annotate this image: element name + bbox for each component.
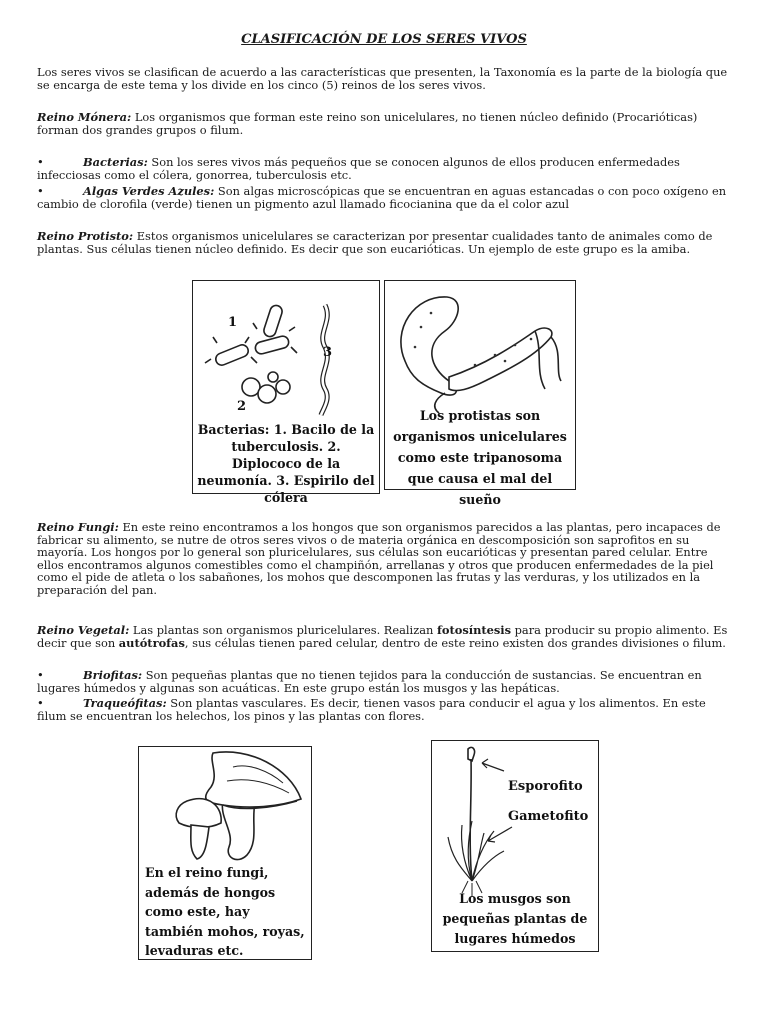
bullet-dot: • [37, 184, 44, 198]
monera-paragraph [37, 111, 729, 136]
algas-term: Algas Verdes Azules: [83, 184, 215, 198]
protisto-paragraph [37, 230, 729, 255]
vegetal-text-b: para producir su propio alimento. Es decir que son [37, 623, 728, 650]
bacteria-label-2: 2 [237, 399, 247, 414]
fungi-caption: En el reino fungi, además de hongos como este, hay también mohos, royas, levaduras etc. [145, 865, 305, 958]
protisto-term: Reino Protisto: [37, 229, 134, 243]
fungi-paragraph [37, 521, 729, 597]
bacteria-label-3: 3 [323, 345, 333, 360]
traqueofitas-term: Traqueófitas: [83, 696, 167, 710]
traqueofitas-text: Son plantas vasculares. Es decir, tienen vasos para conducir el agua y los alimentos. En este filum se encuentran los helechos, los pinos y las plantas con flores. [37, 696, 706, 723]
bullet-dot: • [37, 696, 44, 710]
fungi-figure [138, 746, 312, 960]
bacteria-figure [192, 280, 380, 505]
vegetal-paragraph [37, 624, 729, 649]
vegetal-strong-autotrofas: autótrofas [118, 635, 185, 650]
bacteria-label-1: 1 [228, 315, 238, 330]
fungi-term: Reino Fungi: [37, 520, 119, 534]
bacterias-term: Bacterias: [83, 155, 148, 169]
protist-caption: Los protistas son organismos unicelulares como este tripanosoma que causa el mal del sueño [393, 408, 567, 507]
briofitas-text: Son pequeñas plantas que no tienen tejidos para la conducción de sustancias. Se encuentran en lugares húmedos y algunas son acuáticas. En este grupo están los musgos y las hepáticas. [37, 668, 702, 695]
fungi-text: En este reino encontramos a los hongos que son organismos parecidos a las plantas, pero incapaces de fabricar su alimento, se nutre de otros seres vivos o de materia orgánica en descomposición son saprofitos en su mayoría. Los hongos por lo general son pluricelulares, sus células son eucarióticas y presentan pared celular. Entre ellos encontramos algunos comestibles como el champiñón, arrellanas y otros que producen enfermedades de la piel como el pide de atleta o los sabañones, los mohos que descomponen las frutas y las verduras, y los utilizados en la preparación del pan. [37, 520, 721, 597]
moss-caption: Los musgos son pequeñas plantas de lugares húmedos [442, 891, 588, 946]
bullet-briofitas [37, 669, 729, 694]
intro-paragraph: Los seres vivos se clasifican de acuerdo a las características que presenten, la Taxonomía es la parte de la biología que se encarga de este tema y los divide en los cinco (5) reinos de los seres vivos. [37, 65, 728, 92]
bullet-algas [37, 185, 729, 210]
vegetal-text-a: Las plantas son organismos pluricelulares. Realizan [129, 623, 437, 637]
protist-figure [384, 280, 576, 507]
bacterias-text: Son los seres vivos más pequeños que se conocen algunos de ellos producen enfermedades infecciosas como el cólera, gonorrea, tuberculosis etc. [37, 155, 680, 182]
vegetal-strong-fotosintesis: fotosíntesis [436, 623, 512, 637]
vegetal-term: Reino Vegetal: [37, 623, 130, 637]
protisto-text: Estos organismos unicelulares se caracterizan por presentar cualidades tanto de animales como de plantas. Sus células tienen núcleo definido. Es decir que son eucarióticas. Un ejemplo de este grupo es la amiba. [37, 229, 713, 256]
bacteria-caption: Bacterias: 1. Bacilo de la tuberculosis. 2. Diplococo de la neumonía. 3. Espirilo del cólera [197, 422, 375, 505]
moss-label-gametofito: Gametofito [508, 809, 589, 824]
moss-label-esporofito: Esporofito [508, 779, 583, 794]
algas-text: Son algas microscópicas que se encuentran en aguas estancadas o con poco oxígeno en cambio de clorofila (verde) tienen un pigmento azul llamado ficocianina que da el color azul [37, 184, 727, 211]
vegetal-text-c: , sus células tienen pared celular, dentro de este reino existen dos grandes divisiones o filum. [184, 635, 726, 650]
bullet-bacterias [37, 156, 729, 181]
bullet-dot: • [37, 155, 44, 169]
moss-figure [431, 740, 599, 952]
monera-text: Los organismos que forman este reino son unicelulares, no tienen núcleo definido (Procarióticas) forman dos grandes grupos o filum. [37, 110, 698, 137]
bullet-traqueofitas [37, 697, 729, 722]
bullet-dot: • [37, 668, 44, 682]
page-title: CLASIFICACIÓN DE LOS SERES VIVOS [241, 32, 527, 47]
monera-term: Reino Mónera: [37, 110, 132, 124]
briofitas-term: Briofitas: [83, 668, 143, 682]
